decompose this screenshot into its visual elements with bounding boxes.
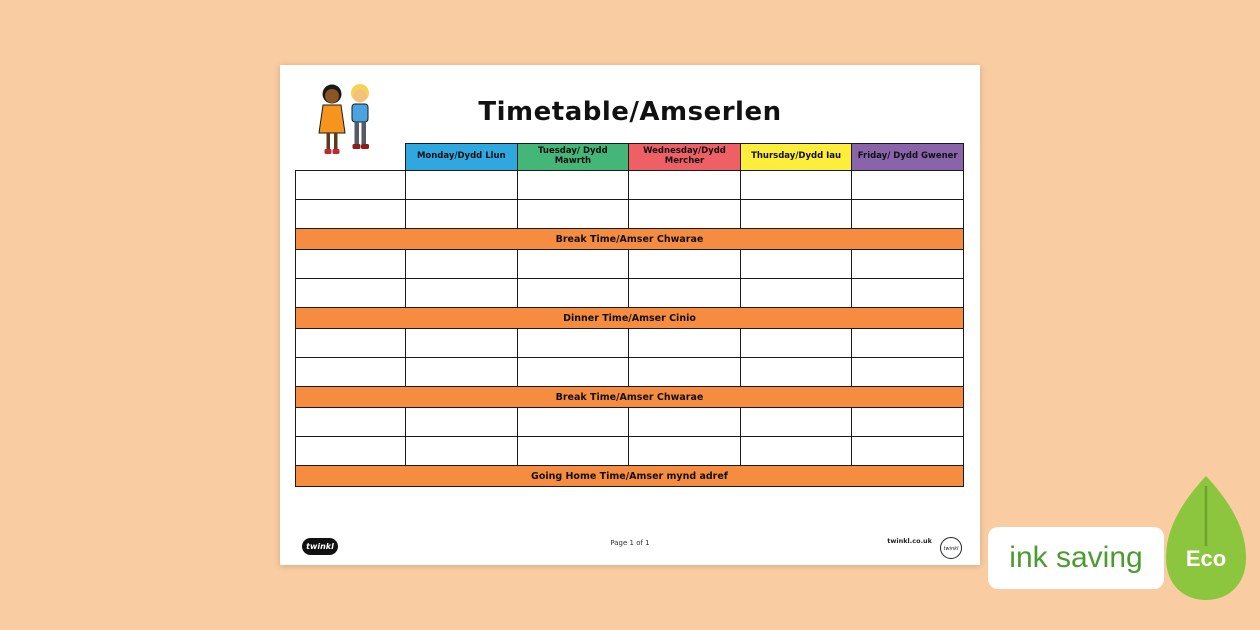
timetable-cell — [629, 171, 741, 200]
ink-saving-badge — [988, 527, 1164, 589]
timetable-cell — [629, 250, 741, 279]
twinkl-badge-icon: twinkl — [940, 537, 962, 559]
timetable-cell — [740, 171, 852, 200]
timetable-cell — [852, 358, 964, 387]
worksheet-page — [280, 65, 980, 565]
timetable-row — [296, 279, 964, 308]
timetable-row — [296, 250, 964, 279]
timetable-cell — [852, 329, 964, 358]
timetable-cell — [629, 329, 741, 358]
timetable-cell — [740, 200, 852, 229]
eco-label: Eco — [1185, 546, 1227, 571]
timetable-row — [296, 329, 964, 358]
timetable-cell — [852, 171, 964, 200]
timetable-cell — [852, 437, 964, 466]
corner-cell — [296, 144, 406, 171]
timetable-cell — [740, 250, 852, 279]
header-wednesday: Wednesday/Dydd Mercher — [629, 144, 741, 171]
timetable-cell — [406, 279, 518, 308]
eco-leaf-icon — [1164, 476, 1248, 602]
twinkl-logo: twinkl — [302, 538, 338, 555]
timetable-cell — [852, 250, 964, 279]
going-home-banner — [296, 466, 964, 487]
timetable-cell — [517, 329, 629, 358]
timetable-cell — [406, 200, 518, 229]
timetable-cell — [517, 200, 629, 229]
timetable-cell — [740, 358, 852, 387]
timetable-cell — [406, 250, 518, 279]
timetable-cell — [296, 250, 406, 279]
ink-saving-label: ink saving — [1009, 541, 1143, 574]
timetable-cell — [296, 437, 406, 466]
timetable-cell — [517, 437, 629, 466]
timetable-cell — [852, 200, 964, 229]
break-time-banner-2 — [296, 387, 964, 408]
header-monday: Monday/Dydd Llun — [406, 144, 518, 171]
banner-label: Break Time/Amser Chwarae — [296, 229, 964, 250]
dinner-time-banner — [296, 308, 964, 329]
timetable-cell — [517, 171, 629, 200]
banner-label: Going Home Time/Amser mynd adref — [296, 466, 964, 487]
timetable-cell — [852, 408, 964, 437]
page-title: Timetable/Amserlen — [478, 97, 782, 127]
timetable-cell — [296, 171, 406, 200]
timetable-cell — [296, 329, 406, 358]
timetable-cell — [296, 279, 406, 308]
timetable-cell — [740, 408, 852, 437]
timetable-cell — [296, 200, 406, 229]
timetable-cell — [406, 171, 518, 200]
header-tuesday: Tuesday/ Dydd Mawrth — [517, 144, 629, 171]
timetable-cell — [406, 358, 518, 387]
timetable-row — [296, 437, 964, 466]
header-thursday: Thursday/Dydd Iau — [740, 144, 852, 171]
timetable-cell — [517, 250, 629, 279]
timetable-cell — [629, 437, 741, 466]
timetable-cell — [296, 358, 406, 387]
timetable-cell — [406, 329, 518, 358]
timetable-cell — [629, 408, 741, 437]
header-friday: Friday/ Dydd Gwener — [852, 144, 964, 171]
timetable-cell — [517, 279, 629, 308]
page-number: Page 1 of 1 — [610, 539, 650, 547]
timetable — [295, 143, 964, 487]
banner-label: Break Time/Amser Chwarae — [296, 387, 964, 408]
timetable-cell — [629, 358, 741, 387]
timetable-row — [296, 408, 964, 437]
timetable-cell — [296, 408, 406, 437]
timetable-cell — [740, 279, 852, 308]
timetable-cell — [406, 408, 518, 437]
timetable-cell — [629, 200, 741, 229]
banner-label: Dinner Time/Amser Cinio — [296, 308, 964, 329]
timetable-row — [296, 171, 964, 200]
day-header-row — [296, 144, 964, 171]
timetable-cell — [852, 279, 964, 308]
timetable-cell — [517, 408, 629, 437]
break-time-banner — [296, 229, 964, 250]
timetable-row — [296, 200, 964, 229]
timetable-cell — [740, 437, 852, 466]
twinkl-url: twinkl.co.uk — [887, 537, 932, 545]
timetable-cell — [629, 279, 741, 308]
timetable-cell — [406, 437, 518, 466]
timetable-cell — [517, 358, 629, 387]
timetable-row — [296, 358, 964, 387]
timetable-cell — [740, 329, 852, 358]
